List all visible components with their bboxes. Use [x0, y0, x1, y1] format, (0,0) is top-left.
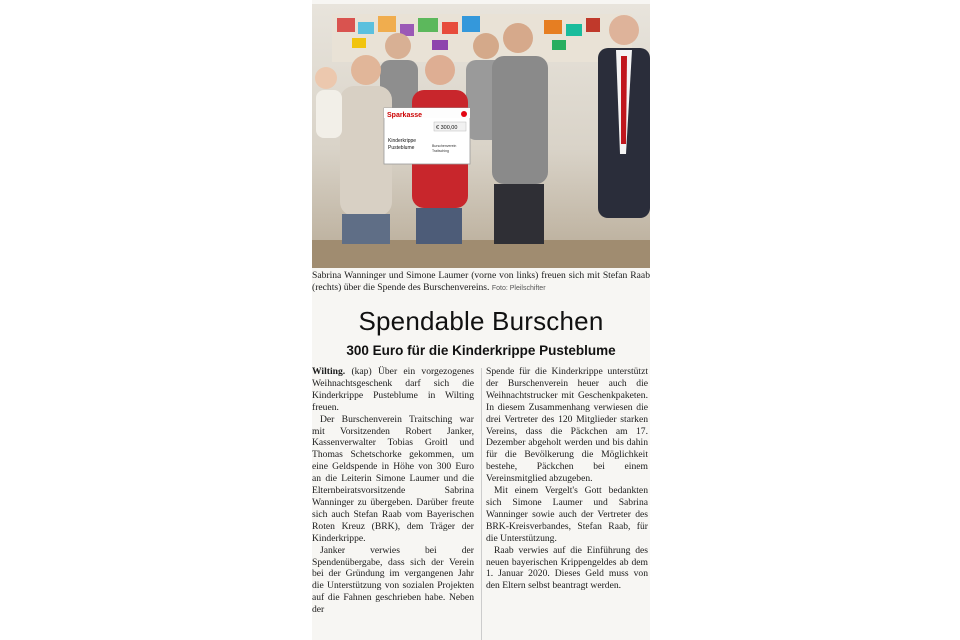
check-sender-1: Burschenverein	[432, 144, 457, 148]
column-divider	[481, 368, 482, 640]
check-bank: Sparkasse	[387, 112, 423, 119]
check-recipient-1: Kinderkrippe	[388, 138, 417, 144]
article-paragraph: Der Burschenverein Traitsching war mit Vorsitzenden Robert Janker, Kassenverwalter Tobias Groitl und Thomas Schetschorke gekommen, um eine Geldspende in Höhe von 300 Euro an die Leiterin Simone Laumer und die Elternbeiratsvorsitzende Sabrina Wanninger zu übergeben. Darüber freute sich auch Stefan Raab vom Bayerischen Roten Kreuz (BRK), dem Träger der Kinderkrippe.	[312, 413, 474, 544]
photo-caption	[312, 270, 650, 295]
article-subheadline: 300 Euro für die Kinderkrippe Pusteblume	[346, 343, 616, 358]
article-photo	[312, 4, 650, 268]
photo-illustration	[312, 4, 650, 268]
article-paragraph: Janker verwies bei der Spendenübergabe, dass sich der Verein bei der Gründung im vergangenen Jahr die Unterstützung von sozialen Projekten auf die Fahnen geschrieben habe. Neben der	[312, 544, 474, 616]
donation-check	[384, 108, 470, 164]
article-column-right	[486, 366, 648, 592]
article-headline: Spendable Burschen	[358, 306, 604, 336]
photo-credit: Foto: Pleilschifter	[491, 285, 546, 292]
check-amount: € 300,00	[436, 125, 458, 131]
article-dateline: Wilting.	[312, 366, 346, 377]
newspaper-clipping	[312, 0, 650, 640]
article-paragraph	[312, 366, 474, 414]
check-recipient-2: Pusteblume	[388, 145, 415, 151]
paragraph-text: (kap) Über ein vorgezogenes Weihnachtsgeschenk darf sich die Kinderkrippe Pusteblume in Wilting freuen.	[312, 366, 474, 413]
article-column-left	[312, 366, 474, 616]
article-paragraph: Spende für die Kinderkrippe unterstützt der Burschenverein heuer auch die Weihnachtstrucker mit Geschenkpaketen. In diesem Zusammenhang verwiesen die drei Vertreter des 120 Mitglieder starken Vereins, dass die Päckchen am 17. Dezember abgeholt werden und bis dahin für die Bevölkerung die Möglichkeit bestehe, Päckchen bei einem Vereinsmitglied abzugeben.	[486, 366, 648, 485]
check-sender-2: Traitsching	[432, 149, 449, 153]
article-paragraph: Raab verwies auf die Einführung des neuen bayerischen Krippengeldes ab dem 1. Januar 2020. Dieses Geld muss von den Eltern selbst beantragt werden.	[486, 544, 648, 592]
article-paragraph: Mit einem Vergelt's Gott bedankten sich Simone Laumer und Sabrina Wanninger sowie auch der Vertreter des BRK-Kreisverbandes, Stefan Raab, für die Unterstützung.	[486, 485, 648, 544]
caption-text: Sabrina Wanninger und Simone Laumer (vorne von links) freuen sich mit Stefan Raab (rechts) über die Spende des Burschenvereins.	[312, 270, 650, 293]
